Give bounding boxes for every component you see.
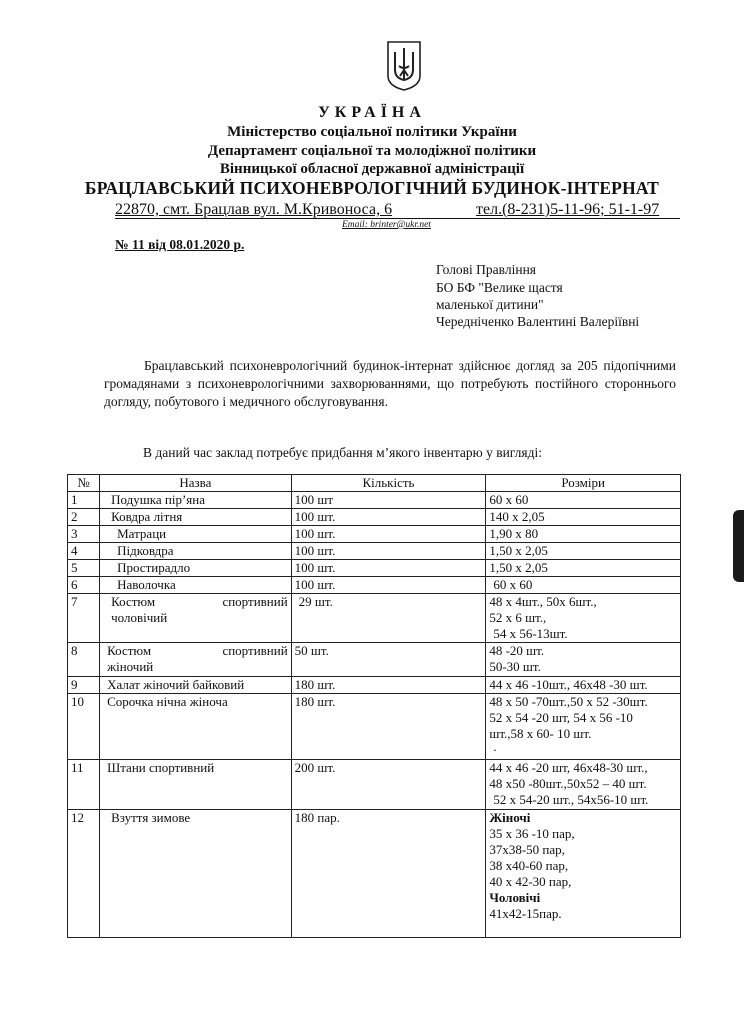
recipient-line-2: БО БФ "Велике щастя bbox=[436, 280, 563, 295]
row-quantity: 180 шт. bbox=[291, 677, 486, 694]
row-sizes: 1,50 х 2,05 bbox=[486, 560, 681, 577]
row-name-text: Підковдра bbox=[117, 543, 174, 558]
row-sizes: 1,50 х 2,05 bbox=[486, 543, 681, 560]
request-intro: В даний час заклад потребує придбання м’якого інвентарю у вигляді: bbox=[143, 445, 542, 460]
table-header-row bbox=[68, 475, 681, 492]
row-name bbox=[100, 810, 292, 938]
recipient-line-3: маленької дитини" bbox=[436, 297, 544, 312]
row-sizes bbox=[486, 643, 681, 677]
row-number: 2 bbox=[68, 509, 100, 526]
size-line: 44 х 46 -20 шт, 46х48-30 шт., bbox=[489, 760, 648, 775]
institution-email: Email: brinter@ukr.net bbox=[342, 220, 431, 230]
row-sizes bbox=[486, 810, 681, 938]
size-line: 52 х 6 шт., bbox=[489, 610, 547, 625]
row-number: 12 bbox=[68, 810, 100, 938]
row-name-text: Матраци bbox=[117, 526, 167, 541]
row-quantity: 100 шт. bbox=[291, 509, 486, 526]
row-name-line bbox=[103, 643, 288, 659]
row-number: 3 bbox=[68, 526, 100, 543]
size-group-heading-men: Чоловічі bbox=[489, 890, 541, 905]
size-line: 37х38-50 пар, bbox=[489, 842, 565, 857]
row-sizes bbox=[486, 577, 681, 594]
table-row bbox=[68, 810, 681, 938]
row-quantity bbox=[291, 594, 486, 643]
header-underline bbox=[115, 218, 680, 219]
row-quantity: 100 шт. bbox=[291, 577, 486, 594]
institution-address: 22870, смт. Брацлав вул. М.Кривоноса, 6 bbox=[115, 201, 393, 218]
row-number: 4 bbox=[68, 543, 100, 560]
recipient-line-1: Голові Правління bbox=[436, 262, 537, 277]
table-row bbox=[68, 643, 681, 677]
administration-heading: Вінницької обласної державної адміністрації bbox=[219, 161, 525, 177]
table-row bbox=[68, 543, 681, 560]
header-name: Назва bbox=[100, 475, 292, 492]
scan-edge-mark bbox=[733, 510, 744, 582]
body-paragraph: Брацлавський психоневрологічний будинок-інтернат здійснює догляд за 205 підопічними громадянами з психоневрологічними захворюваннями, що потребують постійного стороннього догляду, побутового і медичного обслуговування. bbox=[104, 358, 676, 409]
row-number: 6 bbox=[68, 577, 100, 594]
institution-phone: тел.(8-231)5-11-96; 51-1-97 bbox=[476, 201, 660, 218]
row-name-text: Взуття зимове bbox=[111, 810, 191, 825]
row-name-line bbox=[103, 594, 288, 610]
size-group-heading-women: Жіночі bbox=[489, 810, 531, 825]
row-name bbox=[100, 577, 292, 594]
header-sizes: Розміри bbox=[486, 475, 681, 492]
row-name-text: Штани спортивний bbox=[107, 760, 215, 775]
row-quantity: 180 пар. bbox=[291, 810, 486, 938]
row-name bbox=[100, 543, 292, 560]
table-row bbox=[68, 560, 681, 577]
row-number: 5 bbox=[68, 560, 100, 577]
size-line: 35 х 36 -10 пар, bbox=[489, 826, 575, 841]
row-number: 11 bbox=[68, 760, 100, 810]
row-number: 7 bbox=[68, 594, 100, 643]
header-quantity: Кількість bbox=[291, 475, 486, 492]
row-name-text: Простирадло bbox=[117, 560, 191, 575]
row-name bbox=[100, 594, 292, 643]
size-line: 52 х 54-20 шт., 54х56-10 шт. bbox=[493, 792, 649, 807]
size-line: 48 х50 -80шт.,50х52 – 40 шт. bbox=[489, 776, 647, 791]
row-number: 8 bbox=[68, 643, 100, 677]
row-quantity-text: 29 шт. bbox=[298, 594, 333, 609]
size-line: 48 х 4шт., 50х 6шт., bbox=[489, 594, 597, 609]
header-number: № bbox=[68, 475, 100, 492]
row-name bbox=[100, 492, 292, 509]
row-name-text: Сорочка нічна жіноча bbox=[107, 694, 228, 709]
size-line: 41х42-15пар. bbox=[489, 906, 562, 921]
row-sizes bbox=[486, 760, 681, 810]
size-line: 40 х 42-30 пар, bbox=[489, 874, 572, 889]
size-line: . bbox=[493, 739, 497, 754]
row-name-part: спортивний bbox=[222, 594, 288, 609]
row-name-text: Халат жіночий байковий bbox=[107, 677, 245, 692]
row-name-text: Подушка пір’яна bbox=[111, 492, 205, 507]
row-name bbox=[100, 677, 292, 694]
row-number: 1 bbox=[68, 492, 100, 509]
row-name bbox=[100, 526, 292, 543]
size-line: 48 х 50 -70шт.,50 х 52 -30шт. bbox=[489, 694, 648, 709]
row-name-line: чоловічий bbox=[111, 610, 168, 625]
row-name-part: Костюм bbox=[111, 594, 156, 609]
row-quantity: 100 шт. bbox=[291, 560, 486, 577]
row-sizes: 140 х 2,05 bbox=[486, 509, 681, 526]
row-name-line: жіночий bbox=[107, 659, 154, 674]
table-row bbox=[68, 760, 681, 810]
row-sizes: 60 х 60 bbox=[486, 492, 681, 509]
size-line: 48 -20 шт. bbox=[489, 643, 545, 658]
size-line: 50-30 шт. bbox=[489, 659, 541, 674]
department-heading: Департамент соціальної та молодіжної політики bbox=[207, 143, 537, 159]
row-name bbox=[100, 760, 292, 810]
size-line: шт.,58 х 60- 10 шт. bbox=[489, 726, 592, 741]
row-name-part: спортивний bbox=[222, 643, 288, 658]
recipient-line-4: Чередніченко Валентині Валеріївні bbox=[436, 314, 640, 329]
row-name-text: Ковдра літня bbox=[111, 509, 183, 524]
row-name bbox=[100, 643, 292, 677]
table-row bbox=[68, 526, 681, 543]
row-quantity: 100 шт. bbox=[291, 526, 486, 543]
table-row bbox=[68, 509, 681, 526]
row-name bbox=[100, 509, 292, 526]
row-sizes bbox=[486, 694, 681, 760]
country-heading: УКРАЇНА bbox=[318, 104, 426, 121]
inventory-table bbox=[67, 474, 681, 938]
size-line: 54 х 56-13шт. bbox=[493, 626, 568, 641]
row-name-part: Костюм bbox=[107, 643, 152, 658]
institution-title: БРАЦЛАВСЬКИЙ ПСИХОНЕВРОЛОГІЧНИЙ БУДИНОК-ІНТЕРНАТ bbox=[84, 178, 660, 198]
table-row bbox=[68, 594, 681, 643]
row-sizes-text: 60 х 60 bbox=[493, 577, 533, 592]
row-number: 9 bbox=[68, 677, 100, 694]
row-quantity: 50 шт. bbox=[291, 643, 486, 677]
row-sizes: 1,90 х 80 bbox=[486, 526, 681, 543]
size-line: 52 х 54 -20 шт, 54 х 56 -10 bbox=[489, 710, 633, 725]
row-sizes bbox=[486, 594, 681, 643]
ukraine-coat-of-arms-icon bbox=[386, 40, 422, 92]
row-quantity: 180 шт. bbox=[291, 694, 486, 760]
row-name bbox=[100, 560, 292, 577]
table-row bbox=[68, 677, 681, 694]
table-row bbox=[68, 492, 681, 509]
row-name-text: Наволочка bbox=[117, 577, 176, 592]
row-number: 10 bbox=[68, 694, 100, 760]
row-sizes: 44 х 46 -10шт., 46х48 -30 шт. bbox=[486, 677, 681, 694]
table-row bbox=[68, 577, 681, 594]
row-quantity: 100 шт bbox=[291, 492, 486, 509]
table-row bbox=[68, 694, 681, 760]
ministry-heading: Міністерство соціальної політики України bbox=[227, 124, 517, 140]
size-line: 38 х40-60 пар, bbox=[489, 858, 569, 873]
row-name bbox=[100, 694, 292, 760]
row-quantity: 100 шт. bbox=[291, 543, 486, 560]
document-number: № 11 від 08.01.2020 р. bbox=[115, 237, 245, 252]
row-quantity: 200 шт. bbox=[291, 760, 486, 810]
